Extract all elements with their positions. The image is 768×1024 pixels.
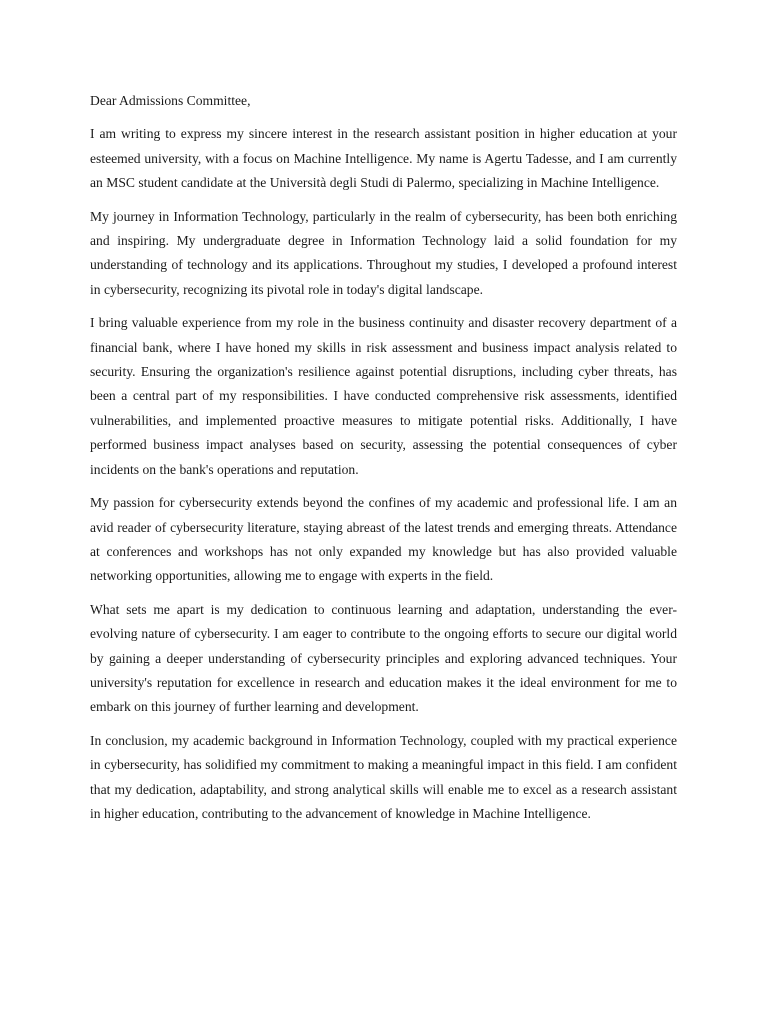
paragraph-experience: I bring valuable experience from my role in the business continuity and disaster recovery department of a financial bank, where I have honed my skills in risk assessment and business impact analysis related to security. Ensuring the organization's resilience against potential disruptions, including cyber threats, has been a central part of my responsibilities. I have conducted comprehensive risk assessments, identified vulnerabilities, and implemented proactive measures to mitigate potential risks. Additionally, I have performed business impact analyses based on security, assessing the potential consequences of cyber incidents on the bank's operations and reputation.	[90, 315, 677, 477]
paragraph-passion: My passion for cybersecurity extends beyond the confines of my academic and professional life. I am an avid reader of cybersecurity literature, staying abreast of the latest trends and emerging threats. Attendance at conferences and workshops has not only expanded my knowledge but has also provided valuable networking opportunities, allowing me to engage with experts in the field.	[90, 495, 677, 584]
paragraph-conclusion: In conclusion, my academic background in Information Technology, coupled with my practical experience in cybersecurity, has solidified my commitment to making a meaningful impact in this field. I am confident that my dedication, adaptability, and strong analytical skills will enable me to excel as a research assistant in higher education, contributing to the advancement of knowledge in Machine Intelligence.	[90, 732, 677, 821]
cover-letter	[90, 89, 677, 835]
salutation: Dear Admissions Committee,	[90, 93, 251, 108]
paragraph-journey: My journey in Information Technology, particularly in the realm of cybersecurity, has been both enriching and inspiring. My undergraduate degree in Information Technology laid a solid foundation for my understanding of technology and its applications. Throughout my studies, I developed a profound interest in cybersecurity, recognizing its pivotal role in today's digital landscape.	[90, 208, 677, 297]
paragraph-introduction: I am writing to express my sincere interest in the research assistant position in higher education at your esteemed university, with a focus on Machine Intelligence. My name is Agertu Tadesse, and I am currently an MSC student candidate at the Università degli Studi di Palermo, specializing in Machine Intelligence.	[90, 126, 677, 191]
paragraph-dedication: What sets me apart is my dedication to continuous learning and adaptation, understanding the ever-evolving nature of cybersecurity. I am eager to contribute to the ongoing efforts to secure our digital world by gaining a deeper understanding of cybersecurity principles and exploring advanced techniques. Your university's reputation for excellence in research and education makes it the ideal environment for me to embark on this journey of further learning and development.	[90, 601, 677, 715]
